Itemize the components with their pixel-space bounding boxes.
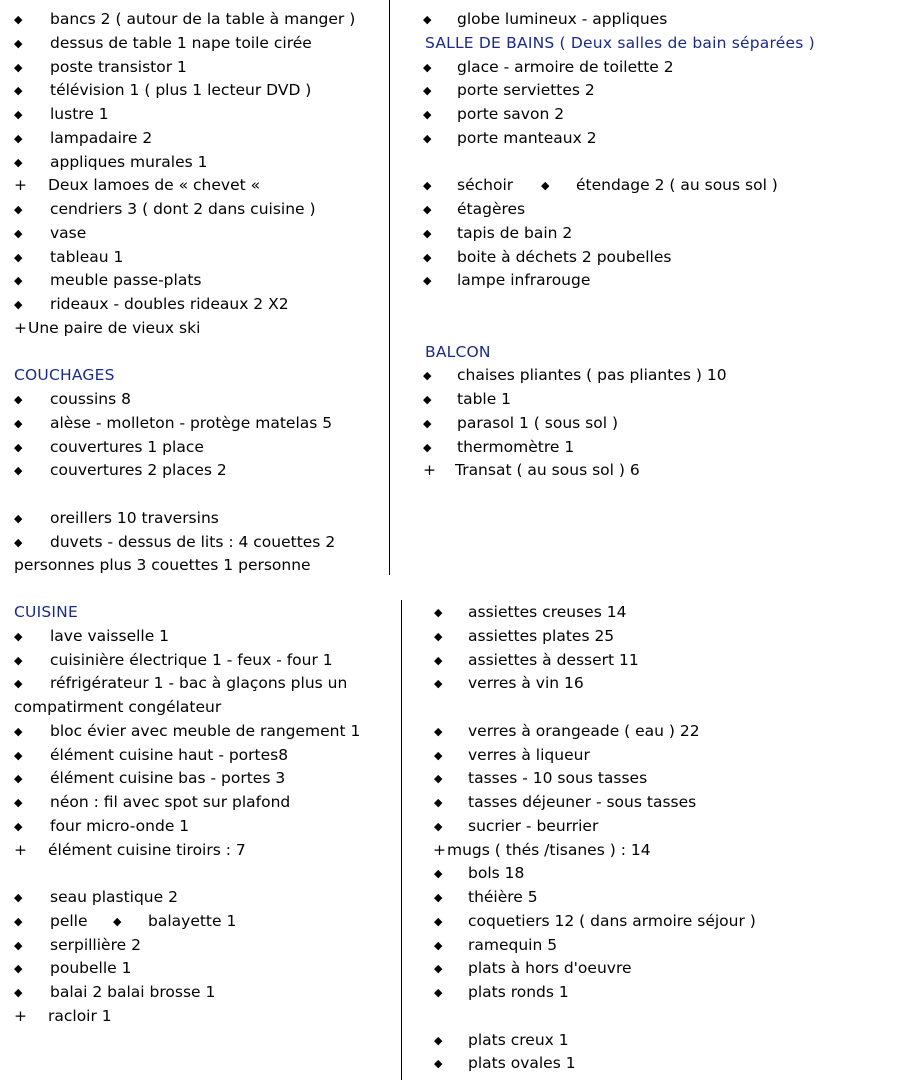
item-text: cendriers 3 ( dont 2 dans cuisine ) (50, 200, 316, 218)
item-text: sucrier - beurrier (468, 816, 599, 835)
item-text: mugs ( thés /tisanes ) : 14 (447, 840, 651, 859)
item-text: ramequin 5 (468, 935, 558, 954)
bullet-icon: ◆ (14, 938, 23, 952)
item-text: racloir 1 (48, 1006, 112, 1025)
item-text: balayette 1 (148, 911, 237, 930)
item-text: séchoir (457, 176, 514, 195)
bullet-icon: ◆ (434, 867, 443, 881)
bullet-icon: ◆ (434, 772, 443, 786)
bullet-icon: ◆ (423, 131, 432, 145)
item-text: assiettes creuses 14 (468, 603, 627, 621)
bullet-icon: ◆ (434, 606, 443, 619)
item-text: appliques murales 1 (50, 152, 208, 171)
item-text: lave vaisselle 1 (50, 626, 170, 645)
item-text: tapis de bain 2 (457, 223, 573, 242)
bullet-icon: ◆ (14, 393, 23, 406)
bullet-icon: ◆ (14, 986, 23, 999)
item-text: assiettes plates 25 (468, 626, 615, 645)
item-text: vase (50, 223, 87, 242)
plus-icon: + (14, 318, 27, 337)
bullet-icon: ◆ (434, 724, 443, 738)
item-text: serpillière 2 (50, 935, 141, 954)
bullet-icon: ◆ (14, 511, 23, 525)
section-heading: BALCON (425, 342, 491, 361)
item-text: Transat ( au sous sol ) 6 (455, 461, 640, 480)
plus-icon: + (14, 840, 27, 859)
item-text: lustre 1 (50, 105, 109, 123)
bullet-icon: ◆ (434, 653, 443, 667)
bullet-icon: ◆ (113, 914, 122, 928)
item-text: couvertures 1 place (50, 437, 204, 456)
item-text: élément cuisine tiroirs : 7 (48, 840, 246, 859)
item-text: alèse - molleton - protège matelas 5 (50, 413, 333, 432)
item-text: théière 5 (468, 888, 538, 906)
bullet-icon: ◆ (14, 131, 23, 145)
item-text: thermomètre 1 (457, 437, 575, 456)
item-text: assiettes à dessert 11 (468, 650, 639, 669)
bullet-icon: ◆ (14, 819, 23, 833)
item-text: plats ronds 1 (468, 983, 569, 1001)
bullet-icon: ◆ (14, 416, 23, 430)
item-text: Deux lamoes de « chevet « (48, 176, 261, 195)
bullet-icon: ◆ (14, 60, 23, 74)
item-text: bancs 2 ( autour de la table à manger ) (50, 10, 356, 28)
bullet-icon: ◆ (423, 108, 432, 121)
bullet-icon: ◆ (423, 393, 432, 406)
item-text: plats ovales 1 (468, 1054, 576, 1073)
item-text: lampadaire 2 (50, 128, 153, 147)
item-text: poubelle 1 (50, 959, 132, 978)
bullet-icon: ◆ (14, 84, 23, 98)
bullet-icon: ◆ (541, 179, 550, 193)
item-text: rideaux - doubles rideaux 2 X2 (50, 295, 289, 313)
bullet-icon: ◆ (434, 962, 443, 976)
item-text: seau plastique 2 (50, 888, 178, 906)
bullet-icon: ◆ (14, 155, 23, 169)
bullet-icon: ◆ (14, 653, 23, 667)
bullet-icon: ◆ (14, 464, 23, 478)
item-text: étendage 2 ( au sous sol ) (576, 176, 778, 195)
bullet-icon: ◆ (14, 772, 23, 786)
bullet-icon: ◆ (423, 203, 432, 216)
item-text: dessus de table 1 nape toile cirée (50, 33, 312, 52)
bullet-icon: ◆ (14, 914, 23, 928)
bullet-icon: ◆ (14, 13, 23, 26)
bullet-icon: ◆ (14, 440, 23, 454)
item-text: bols 18 (468, 864, 525, 883)
bullet-icon: ◆ (434, 1033, 443, 1047)
bullet-icon: ◆ (14, 108, 23, 121)
bullet-icon: ◆ (423, 226, 432, 240)
bullet-icon: ◆ (434, 1057, 443, 1071)
item-text: table 1 (457, 390, 512, 408)
bullet-icon: ◆ (14, 962, 23, 976)
item-text: personnes plus 3 couettes 1 personne (14, 556, 311, 575)
item-text: parasol 1 ( sous sol ) (457, 413, 618, 432)
item-text: néon : fil avec spot sur plafond (50, 793, 291, 811)
bullet-icon: ◆ (434, 914, 443, 928)
bullet-icon: ◆ (423, 274, 432, 288)
section-heading: COUCHAGES (14, 366, 115, 385)
item-text: porte manteaux 2 (457, 128, 597, 147)
bullet-icon: ◆ (423, 179, 432, 193)
item-text: porte serviettes 2 (457, 81, 595, 100)
plus-icon: + (423, 461, 436, 480)
item-text: verres à orangeade ( eau ) 22 (468, 721, 700, 740)
item-text: four micro-onde 1 (50, 816, 190, 835)
item-text: oreillers 10 traversins (50, 508, 219, 527)
bullet-icon: ◆ (14, 724, 23, 738)
item-text: couvertures 2 places 2 (50, 461, 227, 480)
plus-icon: + (433, 840, 446, 859)
bullet-icon: ◆ (423, 60, 432, 74)
bullet-icon: ◆ (14, 796, 23, 809)
item-text: duvets - dessus de lits : 4 couettes 2 (50, 532, 336, 551)
bullet-icon: ◆ (434, 891, 443, 904)
bullet-icon: ◆ (434, 629, 443, 643)
plus-icon: + (14, 1006, 27, 1025)
bullet-icon: ◆ (14, 677, 23, 691)
bullet-icon: ◆ (434, 796, 443, 809)
item-text: lampe infrarouge (457, 271, 591, 290)
item-text: tasses - 10 sous tasses (468, 769, 648, 788)
item-text: coussins 8 (50, 390, 131, 408)
plus-icon: + (14, 176, 27, 195)
item-text: boite à déchets 2 poubelles (457, 247, 672, 266)
item-text: bloc évier avec meuble de rangement 1 (50, 721, 361, 740)
bottom-column-divider (401, 600, 402, 1080)
item-text: balai 2 balai brosse 1 (50, 983, 216, 1001)
bullet-icon: ◆ (434, 748, 443, 762)
bullet-icon: ◆ (14, 298, 23, 311)
item-text: chaises pliantes ( pas pliantes ) 10 (457, 366, 727, 385)
bullet-icon: ◆ (423, 369, 432, 383)
bullet-icon: ◆ (434, 819, 443, 833)
bullet-icon: ◆ (434, 677, 443, 691)
item-text: cuisinière électrique 1 - feux - four 1 (50, 650, 333, 669)
item-text: Une paire de vieux ski (28, 318, 201, 337)
item-text: meuble passe-plats (50, 271, 202, 290)
bullet-icon: ◆ (14, 629, 23, 643)
item-text: compatirment congélateur (14, 698, 222, 716)
bullet-icon: ◆ (14, 535, 23, 549)
top-column-divider (389, 0, 390, 575)
item-text: élément cuisine haut - portes8 (50, 745, 289, 764)
item-text: verres à liqueur (468, 745, 590, 764)
bullet-icon: ◆ (434, 986, 443, 999)
bullet-icon: ◆ (14, 203, 23, 216)
item-text: tasses déjeuner - sous tasses (468, 793, 697, 811)
item-text: télévision 1 ( plus 1 lecteur DVD ) (50, 81, 312, 100)
item-text: réfrigérateur 1 - bac à glaçons plus un (50, 674, 348, 693)
item-text: tableau 1 (50, 247, 124, 266)
item-text: porte savon 2 (457, 105, 565, 123)
bullet-icon: ◆ (423, 84, 432, 98)
bullet-icon: ◆ (434, 938, 443, 952)
bullet-icon: ◆ (14, 36, 23, 50)
bullet-icon: ◆ (14, 748, 23, 762)
bullet-icon: ◆ (14, 226, 23, 240)
section-heading: CUISINE (14, 603, 78, 621)
item-text: globe lumineux - appliques (457, 10, 668, 28)
item-text: glace - armoire de toilette 2 (457, 57, 674, 76)
section-heading: SALLE DE BAINS ( Deux salles de bain séparées ) (425, 33, 815, 52)
bullet-icon: ◆ (14, 274, 23, 288)
bullet-icon: ◆ (423, 440, 432, 454)
item-text: coquetiers 12 ( dans armoire séjour ) (468, 911, 756, 930)
item-text: étagères (457, 200, 526, 218)
bullet-icon: ◆ (423, 13, 432, 26)
bullet-icon: ◆ (423, 250, 432, 264)
item-text: élément cuisine bas - portes 3 (50, 769, 286, 788)
bullet-icon: ◆ (423, 416, 432, 430)
item-text: pelle (50, 911, 88, 930)
item-text: poste transistor 1 (50, 57, 187, 76)
item-text: plats creux 1 (468, 1030, 569, 1049)
item-text: verres à vin 16 (468, 674, 584, 693)
bullet-icon: ◆ (14, 891, 23, 904)
item-text: plats à hors d'oeuvre (468, 959, 632, 978)
bullet-icon: ◆ (14, 250, 23, 264)
